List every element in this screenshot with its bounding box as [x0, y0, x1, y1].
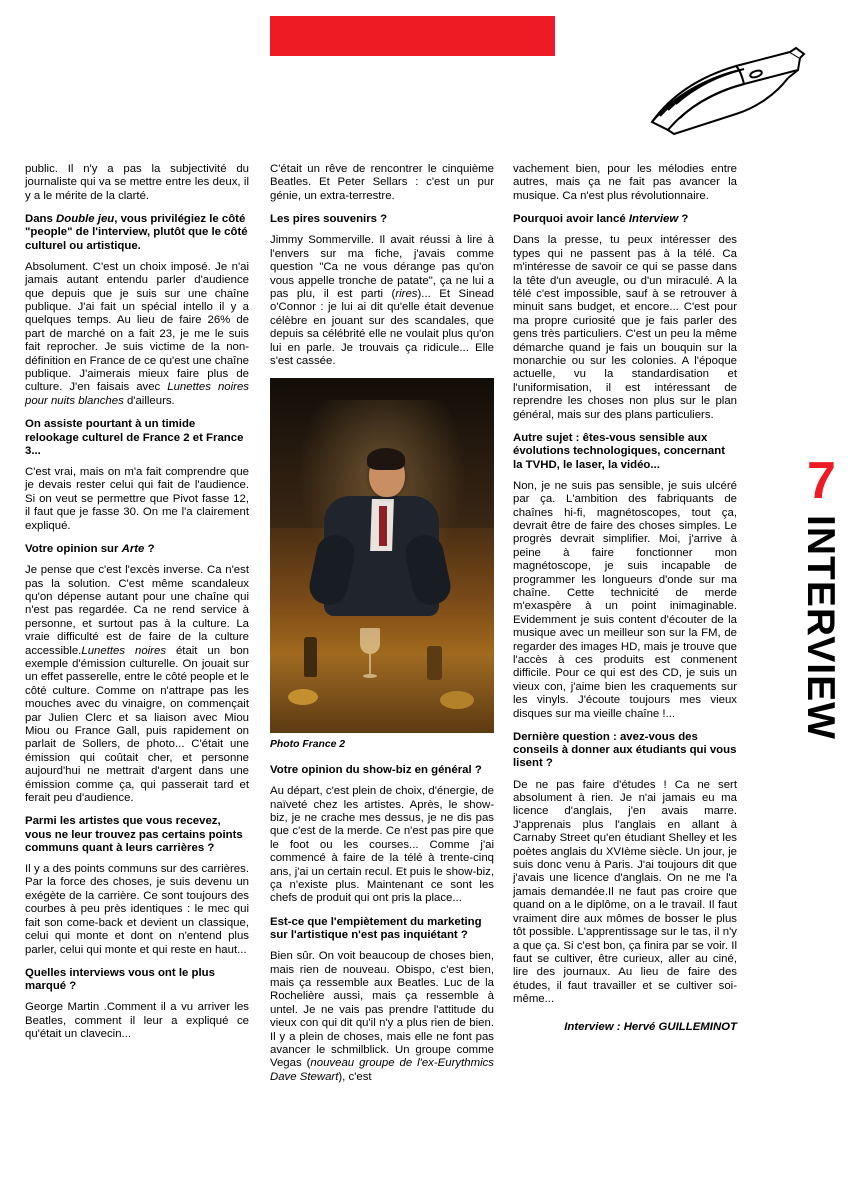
photo-decor-left [288, 689, 318, 705]
paragraph: public. Il n'y a pas la subjectivité du journaliste qui va se mettre entre les deux, il y a le mérite de la clarté. [25, 163, 249, 202]
photo-bottle-right [427, 646, 442, 680]
question-heading: Dans Double jeu, vous privilégiez le côté "people" de l'interview, plutôt que le côté culturel ou artistique. [25, 213, 248, 252]
photo-decor-right [440, 691, 474, 709]
section-marker [798, 452, 844, 740]
glass-foot [363, 674, 377, 678]
open-book-illustration [640, 30, 810, 140]
photo-figure [270, 378, 494, 751]
photo-subject-tie [379, 506, 387, 546]
question-heading: Quelles interviews vous ont le plus marqué ? [25, 966, 215, 993]
glass-stem [369, 654, 371, 674]
glass-bowl [360, 628, 380, 654]
paragraph: C'est vrai, mais on m'a fait comprendre que je devais rester celui qui fait de l'audience. Si on veut se permettre que Pivot fasse 12, il faut que je fasse 30. On me l'a clairement expliqué. [25, 465, 249, 532]
page-number: 7 [807, 452, 835, 510]
photo-caption: Photo France 2 [270, 739, 346, 751]
page-header [0, 0, 850, 155]
article-column-1 [25, 163, 249, 1052]
article-column-3 [513, 163, 737, 1034]
question-heading: Pourquoi avoir lancé Interview ? [513, 213, 689, 226]
paragraph: C'était un rêve de rencontrer le cinquième Beatles. Et Peter Sellars : c'est un pur génie, un extra-terrestre. [270, 163, 494, 202]
author-signature: Interview : Hervé GUILLEMINOT [564, 1020, 737, 1033]
photo-bottle-left [304, 637, 317, 677]
red-banner [270, 16, 555, 56]
paragraph: Bien sûr. On voit beaucoup de choses bien, mais rien de nouveau. Obispo, c'est bien, mais ça ressemble aux Beatles. Luc de la Rochelière aussi, mais ça ressemble à untel. Je ne vais pas prendre l'attitude du vieux con qui dit qu'il n'y a plus rien de bien. Il y a plein de choses, mais elle ne font pas avancer le schmilblick. Un groupe comme Vegas (nouveau groupe de l'ex-Eurythmics Dave Stewart), c'est [270, 950, 494, 1083]
section-label: INTERVIEW [799, 515, 842, 740]
paragraph: vachement bien, pour les mélodies entre autres, mais ça ne fait pas avancer la musique. Ca n'est plus révolutionnaire. [513, 163, 737, 202]
interview-photo [270, 378, 494, 733]
paragraph: Au départ, c'est plein de choix, d'énergie, de naïveté chez les artistes. Après, le show-biz, je ne crache mes dessus, je ne dis pas que c'est de la merde. Ce n'est pas pire que le foot ou les courses... Comme j'ai commencé à faire de la télé à trente-cinq ans, j'ai un certain recul. Et puis le show-biz, ça n'existe plus. Maintenant ce sont les chefs de produit qui ont pris la place... [270, 785, 494, 905]
question-heading: Les pires souvenirs ? [270, 213, 388, 226]
question-heading: Votre opinion sur Arte ? [25, 542, 155, 555]
question-heading: Parmi les artistes que vous recevez, vous ne leur trouvez pas certains points communs quant à leurs carrières ? [25, 815, 243, 854]
photo-subject-hair [367, 448, 405, 470]
question-heading: Votre opinion du show-biz en général ? [270, 763, 482, 776]
paragraph: Je pense que c'est l'excès inverse. Ca n'est pas la solution. C'est même scandaleux qu'on dépense autant pour une chaîne qui n'est pas regardée. Ca ne rend service à personne, et surtout pas à la culture. La vraie difficulté est de faire de la culture accessible.Lunettes noires était un bon exemple d'émission culturelle. On jouait sur un effet passerelle, entre le côté people et le côté culture. Comme on n'attrape pas les mouches avec du vinaigre, on commençait par Julien Clerc et sa liaison avec Miou Miou ou France Gall, puis rapidement on parlait de Sollers, de photo... C'était une émission qui coûtait cher, et personne aujourd'hui ne mettrait d'argent dans une émission comme ça, qui passerait tard et ferait peu d'audience. [25, 564, 249, 805]
question-heading: On assiste pourtant à un timide relookage culturel de France 2 et France 3... [25, 418, 244, 457]
paragraph: George Martin .Comment il a vu arriver les Beatles, comment il leur a expliqué ce qu'était un clavecin... [25, 1001, 249, 1041]
question-heading: Est-ce que l'empiètement du marketing sur l'artistique n'est pas inquiétant ? [270, 915, 482, 941]
paragraph: Il y a des points communs sur des carrières. Par la force des choses, je suis devenu un exégète de la carrière. Ce sont toujours des courbes à peu près identiques : le mec qui fait son come-back et devient un classique, celui qui monte et dont on n'entend plus parler, celui qui monte et qui reste en haut... [25, 863, 249, 956]
paragraph: Dans la presse, tu peux intéresser des types qui ne passent pas à la télé. Ca m'intéresse de savoir ce qui se passe dans la tête d'un aveugle, ou d'un miraculé. A la télé c'est impossible, sauf à se retrouver à minuit sans budget, et encore... C'est pour ma propre curiosité que je fais parler des gens très particuliers. C'est un peu la même démarche quand je fais un bouquin sur la monarchie ou sur les colonies. A l'époque actuelle, vu la standardisation et l'uniformisation, il est intéressant de reprendre les choses non plus sur le plan général, mais sur des plans particuliers. [513, 234, 737, 421]
paragraph: De ne pas faire d'études ! Ca ne sert absolument à rien. Je n'ai jamais eu ma licence d'anglais, j'en avais marre. J'apprenais plus l'anglais en allant à Carnaby Street qu'en étudiant Shelley et les poètes anglais du XVIème siècle. Un jour, je suis donc venu à Paris. J'ai toujours dit que j'avais une licence d'anglais. On ne me l'a jamais demandée.Il ne faut pas croire que quand on a le diplôme, on a le travail. Il faut vraiment dire aux mômes de bosser le plus tôt possible. L'apprentissage sur le tas, il n'y a que ça. Si c'est bon, ça finira par se voir. Il faut se cultiver, être curieux, aller au ciné, lire des journaux. Au lieu de faire des études, il faut travailler et se cultiver soi-même... [513, 778, 737, 1006]
question-heading: Autre sujet : êtes-vous sensible aux évolutions technologiques, concernant la TVHD, le laser, la vidéo... [513, 432, 726, 471]
paragraph: Jimmy Sommerville. Il avait réussi à lire à l'envers sur ma fiche, j'avais comme question "Ca ne vous dérange pas qu'on vous appelle tronche de patate", ça ne lui a pas plu, il est parti (rires)... Et Sinead o'Connor : je lui ai dit qu'elle était devenue célèbre en jouant sur des scandales, que depuis sa célébrité elle ne voulait plus qu'on lui en parle. Je trouvais ça ridicule... Elle s'est cassée. [270, 234, 494, 368]
paragraph: Absolument. C'est un choix imposé. Je n'ai jamais autant entendu parler d'audience que depuis que je suis sur une chaîne publique. J'ai fait un spécial intello il y a quelques temps. Au lieu de faire 26% de part de marché on a fait 23, je me le suis fait reprocher. Je suis victime de la non-définition en France de ce qu'est une chaîne publique. J'aimerais mieux faire plus de culture. J'en faisais avec Lunettes noires pour nuits blanches d'ailleurs. [25, 260, 249, 407]
photo-wine-glass [360, 628, 380, 684]
paragraph: Non, je ne suis pas sensible, je suis ulcéré par ça. L'ambition des fabriquants de chaînes hi-fi, magnétoscopes, tout ça, devrait être de faire des choses simples. Le progrès devrait simplifier. Moi, j'arrive à peine à faire fonctionner mon magnétoscope, je suis incapable de programmer les longueurs d'onde sur ma chaîne. Cette technicité de merde m'exaspère à un point inimaginable. Evidemment je suis content d'écouter de la musique avec un meilleur son sur la FM, de regarder des images HD, mais je trouve que l'accès à ces produits est conmenent difficile. Pour ce qui est des CD, je suis un vieux con, j'aime bien les craquements sur les vinyls. J'écoute toujours mes vieux disques sur ma vieille chaîne !... [513, 479, 737, 720]
question-heading: Dernière question : avez-vous des conseils à donner aux étudiants qui vous lisent ? [513, 731, 737, 770]
article-column-2 [270, 163, 494, 1094]
